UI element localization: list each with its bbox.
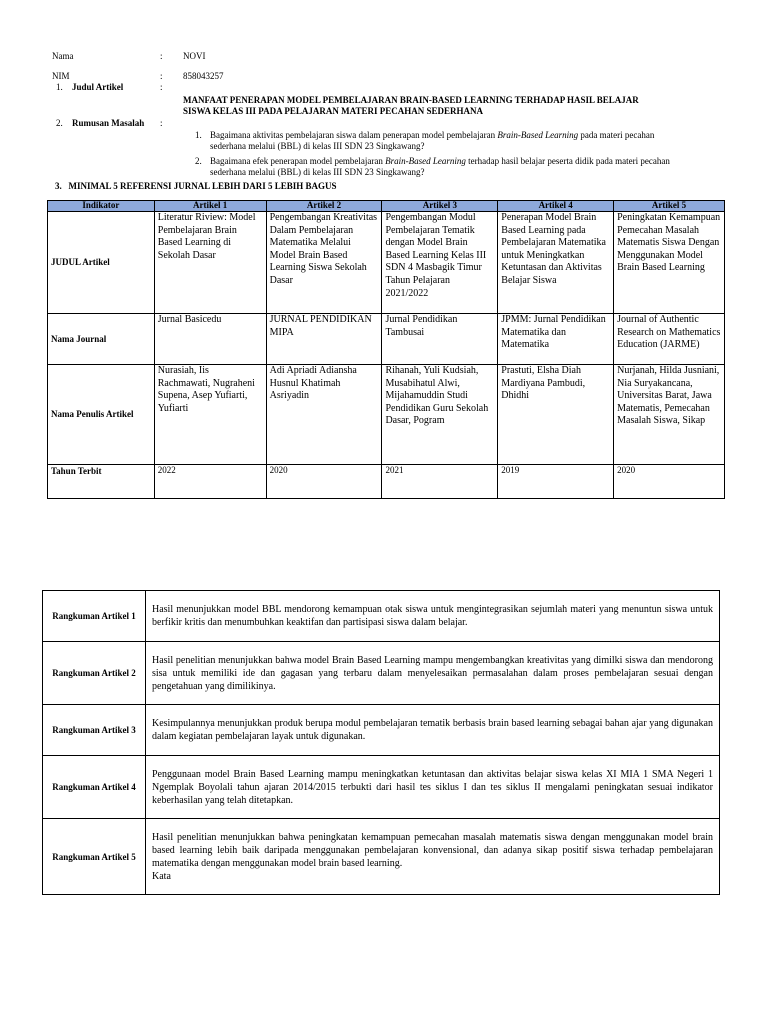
- summary-row: [43, 642, 720, 705]
- judul-number: 1.: [56, 82, 63, 92]
- header-artikel-5: Artikel 5: [614, 201, 725, 212]
- table-cell: 2021: [382, 465, 498, 499]
- table-cell: JURNAL PENDIDIKAN MIPA: [266, 314, 382, 365]
- header-artikel-3: Artikel 3: [382, 201, 498, 212]
- header-indikator: Indikator: [48, 201, 155, 212]
- table-cell: Penerapan Model Brain Based Learning pada Pembelajaran Matematika untuk Meningkatkan Ketuntasan dan Aktivitas Belajar Siswa: [498, 212, 614, 314]
- summary-row: [43, 591, 720, 642]
- nama-label: Nama: [52, 51, 74, 61]
- rumusan-colon: :: [160, 118, 163, 128]
- nama-value: NOVI: [183, 51, 206, 61]
- table-row-judul: [48, 212, 725, 314]
- table-cell: Nurjanah, Hilda Jusniani, Nia Suryakancana, Universitas Barat, Jawa Matematis, Pemecahan Masalah Siswa, Sikap: [614, 365, 725, 465]
- summary-text-cell: [146, 819, 720, 895]
- rumusan-item-1: Bagaimana aktivitas pembelajaran siswa dalam penerapan model pembelajaran Brain-Based Learning pada materi pecahan: [210, 130, 655, 140]
- table-cell: 2020: [266, 465, 382, 499]
- table-cell: Pengembangan Modul Pembelajaran Tematik dengan Model Brain Based Learning Kelas III SDN 4 Masbagik Timur Tahun Pelajaran 2021/2022: [382, 212, 498, 314]
- rumusan-item-2: Bagaimana efek penerapan model pembelajaran Brain-Based Learning terhadap hasil belajar peserta didik pada materi pecahan: [210, 156, 670, 166]
- table-cell: Nurasiah, Iis Rachmawati, Nugraheni Supena, Asep Yufiarti, Yufiarti: [154, 365, 266, 465]
- table-cell: Journal of Authentic Research on Mathematics Education (JARME): [614, 314, 725, 365]
- summary-label: Rangkuman Artikel 4: [43, 756, 146, 819]
- judul-label: Judul Artikel: [72, 82, 124, 92]
- rumusan-item-1-line2: sederhana melalui (BBL) di kelas III SDN 23 Singkawang?: [210, 141, 425, 151]
- table-cell: JPMM: Jurnal Pendidikan Matematika dan Matematika: [498, 314, 614, 365]
- reference-table-header: [48, 201, 725, 212]
- summary-text: Hasil menunjukkan model BBL mendorong kemampuan otak siswa untuk mengintegrasikan sejumlah materi yang menuntun siswa untuk berfikir kritis dan menumbuhkan keaktifan dan partisipasi siswa dalam belajar.: [146, 591, 720, 642]
- summary-row: [43, 756, 720, 819]
- summary-row: [43, 819, 720, 895]
- rumusan-number: 2.: [56, 118, 63, 128]
- table-cell: Prastuti, Elsha Diah Mardiyana Pambudi, Dhidhi: [498, 365, 614, 465]
- table-row-journal: [48, 314, 725, 365]
- summary-text: Hasil penelitian menunjukkan bahwa peningkatan kemampuan pemecahan masalah matematis siswa dengan menggunakan model brain based learning lebih baik daripada menggunakan pembelajaran konvensional, dan adanya sikap positif siswa terhadap pembelajaran matematika dengan menggunakan model brain based learning.: [152, 831, 713, 869]
- summary-text: Kesimpulannya menunjukkan produk berupa modul pembelajaran tematik berbasis brain based learning sebagai bahan ajar yang digunakan dalam kegiatan pembelajaran layak untuk digunakan.: [146, 705, 720, 756]
- section-3-heading: 3. MINIMAL 5 REFERENSI JURNAL LEBIH DARI 5 LEBIH BAGUS: [55, 181, 337, 191]
- table-cell: 2022: [154, 465, 266, 499]
- summary-extra-text: Kata: [152, 870, 171, 882]
- table-cell: Jurnal Pendidikan Tambusai: [382, 314, 498, 365]
- judul-title-line1: MANFAAT PENERAPAN MODEL PEMBELAJARAN BRAIN-BASED LEARNING TERHADAP HASIL BELAJAR: [183, 95, 639, 105]
- table-cell: Peningkatan Kemampuan Pemecahan Masalah Matematis Siswa Dengan Menggunakan Model Brain Based Learning: [614, 212, 725, 314]
- rumusan-item-2-line2: sederhana melalui (BBL) di kelas III SDN 23 Singkawang?: [210, 167, 425, 177]
- table-cell: Literatur Riview: Model Pembelajaran Brain Based Learning di Sekolah Dasar: [154, 212, 266, 314]
- judul-title-line2: SISWA KELAS III PADA PELAJARAN MATERI PECAHAN SEDERHANA: [183, 106, 483, 116]
- rumusan-item-1-number: 1.: [195, 130, 202, 140]
- reference-table: [47, 200, 725, 499]
- row-label-penulis: Nama Penulis Artikel: [48, 365, 155, 465]
- table-cell: 2020: [614, 465, 725, 499]
- row-label-journal: Nama Journal: [48, 314, 155, 365]
- table-row-tahun: [48, 465, 725, 499]
- summary-text: Penggunaan model Brain Based Learning mampu meningkatkan ketuntasan dan aktivitas belajar siswa kelas XI MIA 1 SMA Negeri 1 Ngemplak Boyolali tahun ajaran 2014/2015 terbukti dari hasil tes siklus I dan tes siklus II mengalami peningkatan sesuai indikator keberhasilan yang telah ditetapkan.: [146, 756, 720, 819]
- summary-text: Hasil penelitian menunjukkan bahwa model Brain Based Learning mampu mengembangkan kreativitas yang dimilki siswa dan mendorong sisa untuk memiliki ide dan gagasan yang terbaru dalam menyelesaikan permasalahan dalam proses pembelajaran sesuai dengan pengetahuan yang dimilikinya.: [146, 642, 720, 705]
- row-label-judul: JUDUL Artikel: [48, 212, 155, 314]
- table-cell: Jurnal Basicedu: [154, 314, 266, 365]
- nim-value: 858043257: [183, 71, 224, 81]
- rumusan-item-2-number: 2.: [195, 156, 202, 166]
- rumusan-label: Rumusan Masalah: [72, 118, 145, 128]
- nim-label: NIM: [52, 71, 70, 81]
- summary-label: Rangkuman Artikel 5: [43, 819, 146, 895]
- nim-colon: :: [160, 71, 163, 81]
- table-cell: Pengembangan Kreativitas Dalam Pembelajaran Matematika Melalui Model Brain Based Learning Siswa Sekolah Dasar: [266, 212, 382, 314]
- summary-label: Rangkuman Artikel 3: [43, 705, 146, 756]
- table-row-penulis: [48, 365, 725, 465]
- table-cell: Rihanah, Yuli Kudsiah, Musabihatul Alwi, Mijahamuddin Studi Pendidikan Guru Sekolah Dasar, Pogram: [382, 365, 498, 465]
- table-cell: 2019: [498, 465, 614, 499]
- summary-label: Rangkuman Artikel 2: [43, 642, 146, 705]
- row-label-tahun: Tahun Terbit: [48, 465, 155, 499]
- table-cell: Adi Apriadi Adiansha Husnul Khatimah Asriyadin: [266, 365, 382, 465]
- summary-table: [42, 590, 720, 895]
- judul-colon: :: [160, 82, 163, 92]
- header-artikel-4: Artikel 4: [498, 201, 614, 212]
- summary-label: Rangkuman Artikel 1: [43, 591, 146, 642]
- nama-colon: :: [160, 51, 163, 61]
- header-artikel-1: Artikel 1: [154, 201, 266, 212]
- header-artikel-2: Artikel 2: [266, 201, 382, 212]
- summary-row: [43, 705, 720, 756]
